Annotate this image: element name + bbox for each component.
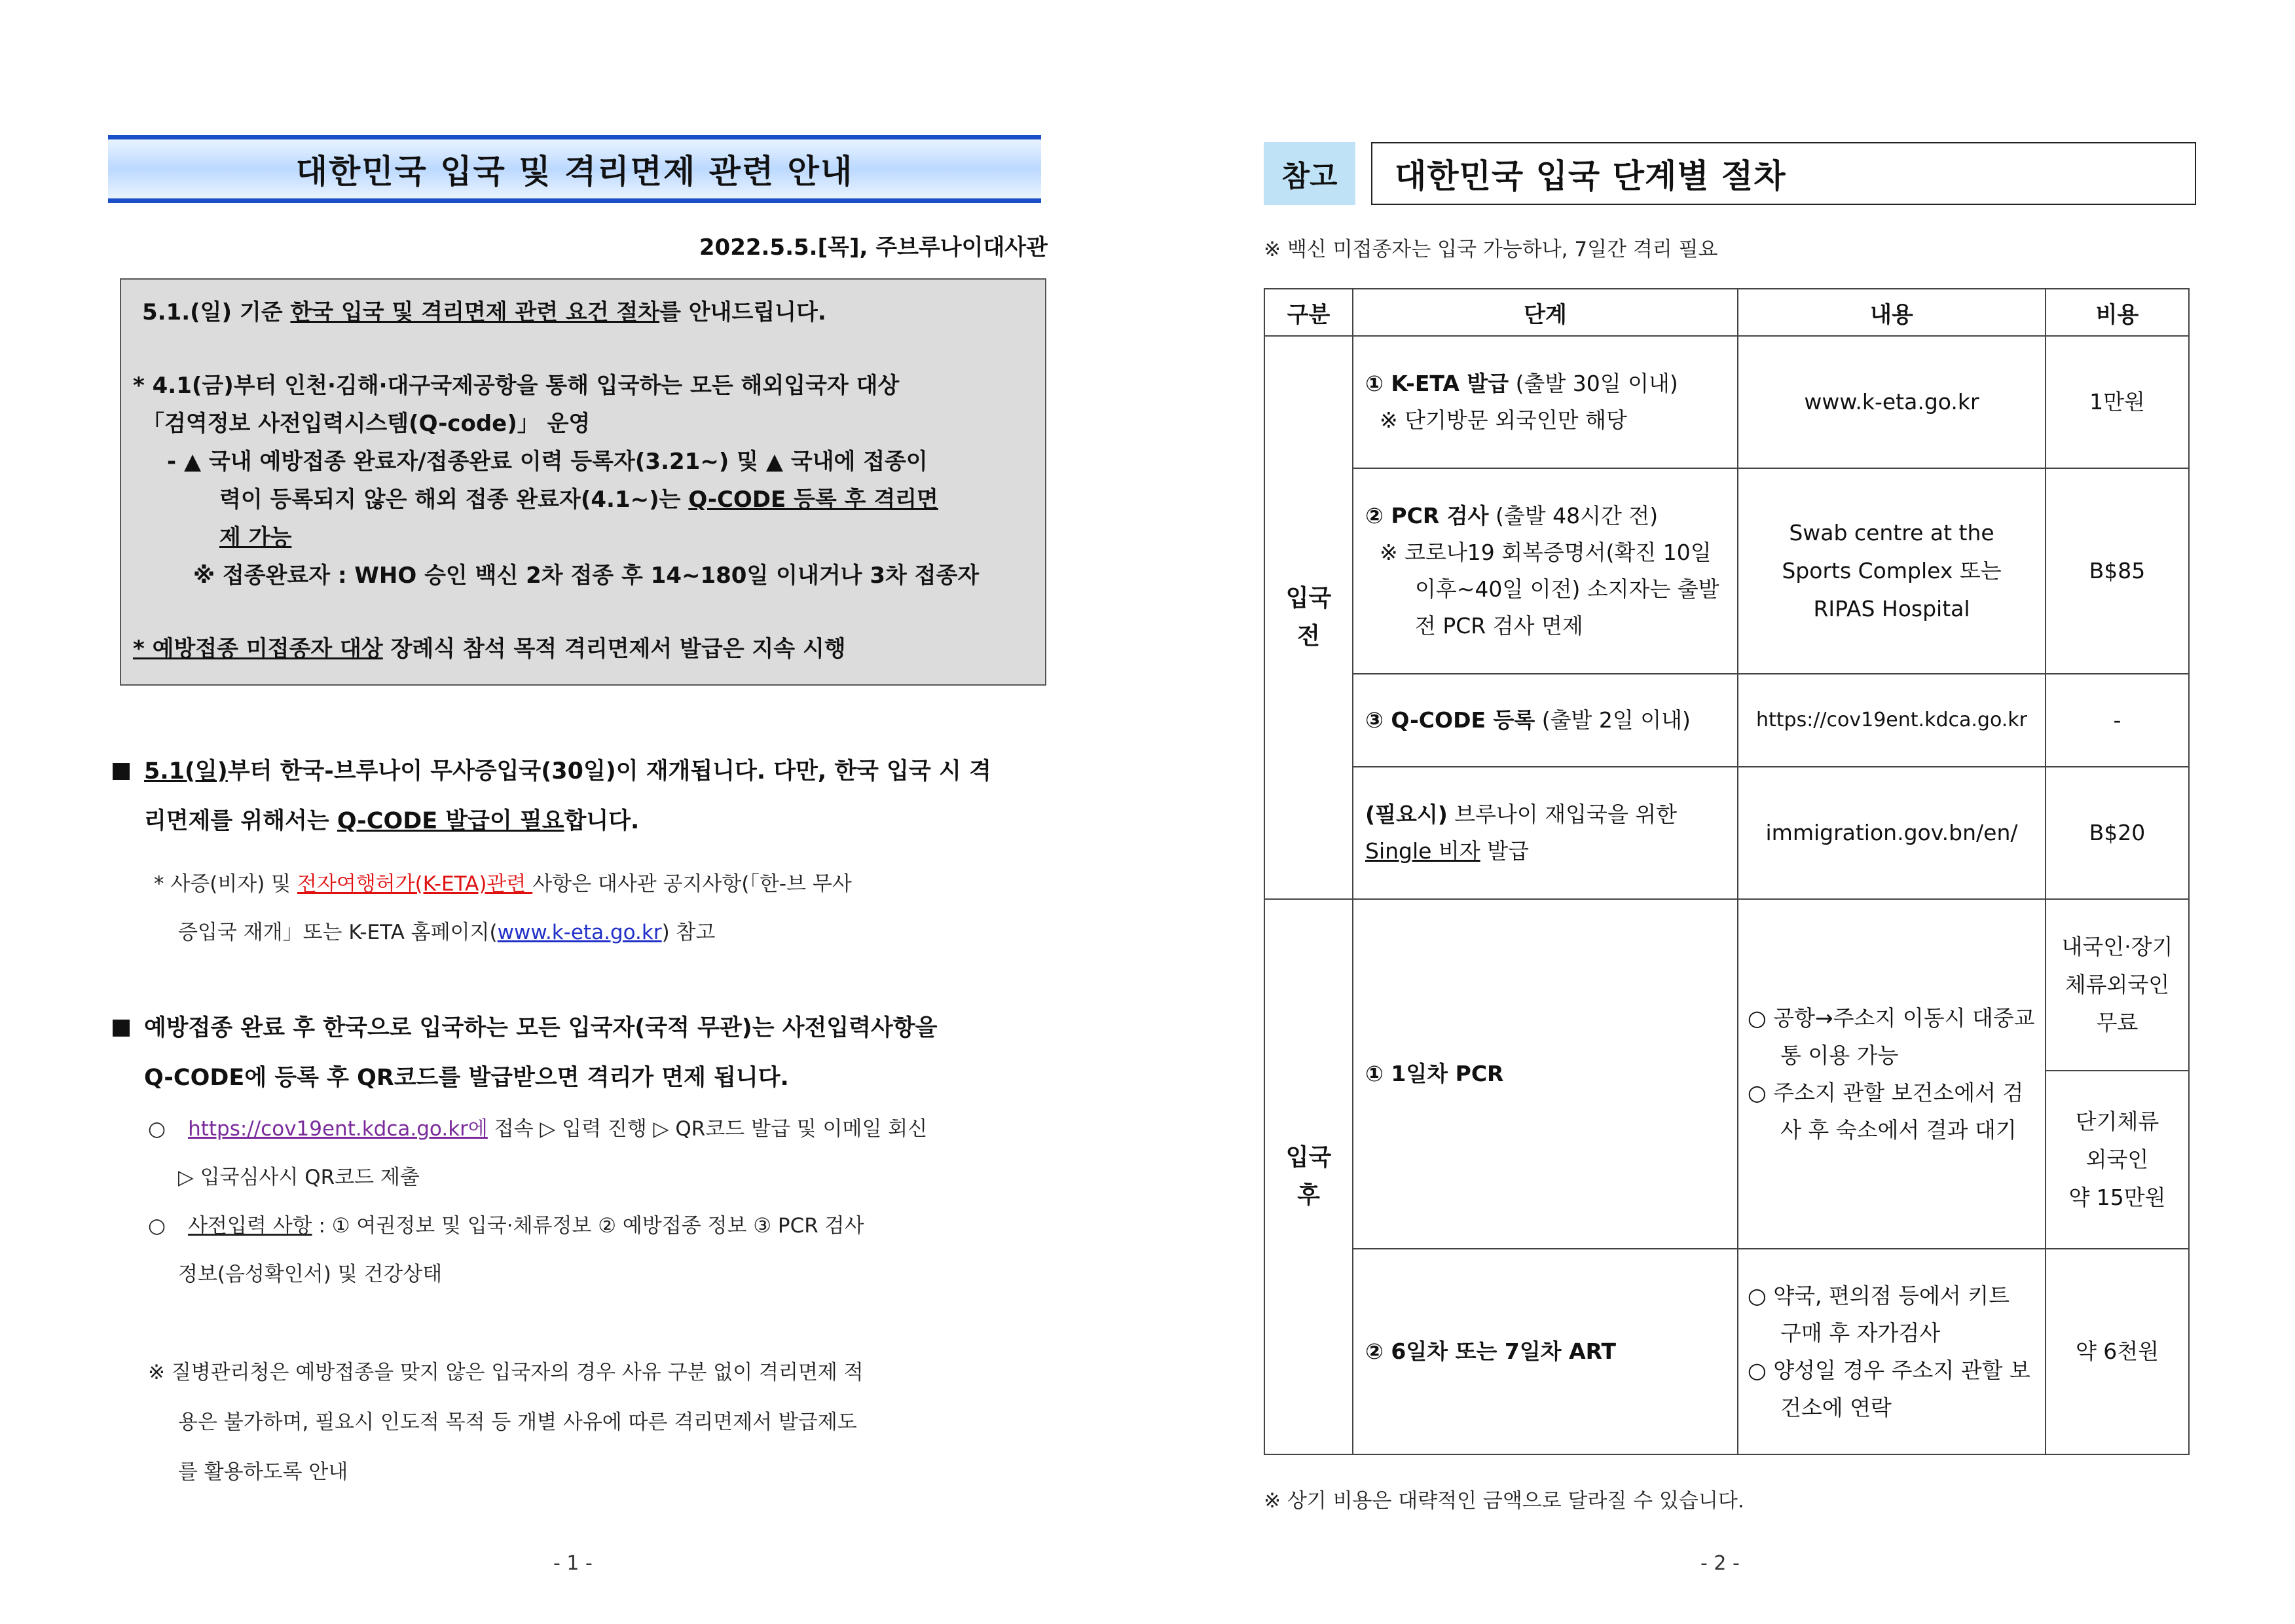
category-before-entry <box>1264 336 1353 899</box>
circle-bullet-icon: ○ <box>148 1117 166 1141</box>
cost-k-eta: 1만원 <box>2046 336 2189 468</box>
section-1-sub-2-pre: 증입국 재개」또는 K-ETA 홈페이지( <box>178 921 498 944</box>
content-day6-art-item-2: ○ 양성일 경우 주소지 관할 보건소에 연락 <box>1748 1357 2030 1420</box>
reference-title <box>1371 142 2196 205</box>
notice-box <box>120 278 1046 686</box>
section-1-date: 5.1(일) <box>144 758 228 784</box>
table-row <box>1264 468 2189 674</box>
circle-bullet-icon: ○ <box>148 1214 166 1238</box>
section-1-line-1-text: 부터 한국-브루나이 무사증입국(30일)이 재개됩니다. 다만, 한국 입국 시 격 <box>227 758 991 784</box>
step-single-visa-flag: (필요시) <box>1365 802 1448 827</box>
section-2-note-line-1: ※ 질병관리청은 예방접종을 맞지 않은 입국자의 경우 사유 구분 없이 격리면제 적 <box>148 1361 864 1384</box>
reference-tag: 참고 <box>1264 142 1355 205</box>
category-after-label-2: 후 <box>1297 1182 1320 1209</box>
content-single-visa: immigration.gov.bn/en/ <box>1738 767 2046 899</box>
step-day1-pcr: ① 1일차 PCR <box>1353 899 1738 1249</box>
step-day6-art: ② 6일차 또는 7일차 ART <box>1353 1249 1738 1454</box>
table-row <box>1264 336 2189 468</box>
cost-single-visa: B$20 <box>2046 767 2189 899</box>
section-2-line-1-text: 예방접종 완료 후 한국으로 입국하는 모든 입국자(국적 무관)는 사전입력사항을 <box>144 1015 938 1041</box>
step-q-code-title: ③ Q-CODE 등록 <box>1365 707 1535 733</box>
header-step: 단계 <box>1353 289 1738 336</box>
content-day1-pcr-item-1: ○ 공항→주소지 이동시 대중교통 이용 가능 <box>1748 1005 2035 1068</box>
step-single-visa-end: 발급 <box>1480 838 1529 864</box>
section-2-line-2: Q-CODE에 등록 후 QR코드를 발급받으면 격리가 면제 됩니다. <box>144 1065 789 1091</box>
section-1-line-2 <box>144 803 639 836</box>
step-k-eta-title: ① K-ETA 발급 <box>1365 371 1509 396</box>
page-2 <box>1147 0 2295 1624</box>
section-2-note-line-3: 를 활용하도록 안내 <box>178 1460 348 1484</box>
table-row <box>1264 767 2189 899</box>
content-pcr-line-3: RIPAS Hospital <box>1813 596 1970 621</box>
section-2-o2-line-1 <box>148 1209 864 1238</box>
section-1-sub-line-2 <box>178 915 715 945</box>
reference-title-text: 대한민국 입국 단계별 절차 <box>1395 157 1786 195</box>
section-2-o1-post: 접속 ▷ 입력 진행 ▷ QR코드 발급 및 이메일 회신 <box>487 1117 928 1141</box>
category-before-label-2: 전 <box>1297 623 1320 650</box>
k-eta-highlight: 전자여행허가(K-ETA)관련 <box>297 872 533 896</box>
header-content: 내용 <box>1738 289 2046 336</box>
step-k-eta <box>1353 336 1738 468</box>
cost-pcr: B$85 <box>2046 468 2189 674</box>
cost-day1-short-term-line-1: 단기체류 <box>2075 1109 2159 1134</box>
header-cost: 비용 <box>2046 289 2189 336</box>
notice-line-1-pre: 5.1.(일) 기준 <box>142 299 291 325</box>
step-pcr-note: ※ 코로나19 회복증명서(확진 10일 이후~40일 이전) 소지자는 출발 전 PCR 검사 면제 <box>1380 540 1719 638</box>
square-bullet-icon <box>113 1020 130 1037</box>
section-2-note-line-2: 용은 불가하며, 필요시 인도적 목적 등 개별 사유에 따른 격리면제서 발급제도 <box>178 1411 857 1434</box>
notice-line-5 <box>219 480 938 519</box>
k-eta-link[interactable]: www.k-eta.go.kr <box>497 921 662 944</box>
notice-line-6-underline: 제 가능 <box>219 525 292 551</box>
section-1-sub-2-post: ) 참고 <box>661 921 716 944</box>
page-title-banner <box>108 135 1041 203</box>
header-category: 구분 <box>1264 289 1353 336</box>
step-pcr-title: ② PCR 검사 <box>1365 503 1489 528</box>
notice-line-8 <box>133 629 846 669</box>
step-pcr-timing: (출발 48시간 전) <box>1488 503 1659 528</box>
table-row <box>1264 1249 2189 1454</box>
content-pcr-line-1: Swab centre at the <box>1789 520 1994 545</box>
cost-day1-short-term <box>2046 1071 2189 1249</box>
step-single-visa-text: 브루나이 재입국을 위한 <box>1447 802 1678 827</box>
content-day6-art-item-1: ○ 약국, 편의점 등에서 키트 구매 후 자가검사 <box>1748 1283 2010 1346</box>
content-pcr <box>1738 468 2046 674</box>
page-number-2: - 2 - <box>1700 1552 1740 1575</box>
section-1-line-2-underline: Q-CODE 발급이 필요 <box>337 808 564 834</box>
content-pcr-line-2: Sports Complex 또는 <box>1782 558 2002 583</box>
date-issuer-line: 2022.5.5.[목], 주브루나이대사관 <box>699 234 1048 261</box>
category-before-label-1: 입국 <box>1285 585 1332 612</box>
notice-line-2: * 4.1(금)부터 인천·김해·대구국제공항을 통해 입국하는 모든 해외입국자 대상 <box>133 373 900 399</box>
section-2-o2-underline: 사전입력 사항 <box>188 1214 312 1238</box>
content-day1-pcr-item-2: ○ 주소지 관할 보건소에서 검사 후 숙소에서 결과 대기 <box>1748 1080 2024 1143</box>
section-2-o1-line-1 <box>148 1112 927 1141</box>
notice-line-8-underline: * 예방접종 미접종자 대상 <box>133 636 383 662</box>
notice-line-3: 「검역정보 사전입력시스템(Q-code)」 운영 <box>142 411 591 437</box>
notice-line-4: - ▲ 국내 예방접종 완료자/접종완료 이력 등록자(3.21~) 및 ▲ 국내에 접종이 <box>167 449 928 475</box>
page-title: 대한민국 입국 및 격리면제 관련 안내 <box>295 153 854 191</box>
content-k-eta: www.k-eta.go.kr <box>1738 336 2046 468</box>
notice-line-8-post: 장례식 참석 목적 격리면제서 발급은 지속 시행 <box>382 636 846 662</box>
cost-q-code: - <box>2046 674 2189 767</box>
notice-line-5-underline: Q-CODE 등록 후 격리면 <box>688 487 938 513</box>
cost-day1-resident-line-3: 무료 <box>2096 1010 2139 1035</box>
section-1-sub-1-post: 사항은 대사관 공지사항(「한-브 무사 <box>532 872 852 896</box>
q-code-link[interactable]: https://cov19ent.kdca.go.kr에 <box>188 1117 488 1141</box>
cost-day1-short-term-line-2: 외국인 <box>2085 1147 2149 1172</box>
step-q-code-timing: (출발 2일 이내) <box>1535 707 1691 733</box>
section-1-sub-line-1 <box>154 867 852 896</box>
content-q-code: https://cov19ent.kdca.go.kr <box>1738 674 2046 767</box>
table-row <box>1264 899 2189 1071</box>
category-after-entry <box>1264 899 1353 1454</box>
section-2-o2-post: : ① 여권정보 및 입국·체류정보 ② 예방접종 정보 ③ PCR 검사 <box>312 1214 864 1238</box>
cost-day6-art: 약 6천원 <box>2046 1249 2189 1454</box>
step-pcr <box>1353 468 1738 674</box>
notice-line-5-pre: 력이 등록되지 않은 해외 접종 완료자(4.1~)는 <box>219 487 689 513</box>
section-1-line-2-pre: 리면제를 위해서는 <box>144 808 337 834</box>
cost-day1-short-term-line-3: 약 15만원 <box>2068 1185 2166 1210</box>
step-single-visa-underline: Single 비자 <box>1365 838 1480 864</box>
entry-procedure-table <box>1264 288 2190 1455</box>
page-number-1: - 1 - <box>553 1552 593 1575</box>
section-2-line-1 <box>113 1010 937 1043</box>
section-2-o1-line-2: ▷ 입국심사시 QR코드 제출 <box>178 1166 420 1189</box>
notice-line-1-post: 를 안내드립니다. <box>659 299 826 325</box>
cost-disclaimer-note: ※ 상기 비용은 대략적인 금액으로 달라질 수 있습니다. <box>1264 1489 1744 1513</box>
table-row <box>1264 674 2189 767</box>
page-1 <box>0 0 1147 1624</box>
square-bullet-icon <box>113 763 130 780</box>
step-k-eta-timing: (출발 30일 이내) <box>1509 371 1678 396</box>
content-day1-pcr <box>1738 899 2046 1249</box>
unvaccinated-note: ※ 백신 미접종자는 입국 가능하나, 7일간 격리 필요 <box>1264 238 1718 261</box>
table-header-row <box>1264 289 2189 336</box>
notice-line-7: ※ 접종완료자 : WHO 승인 백신 2차 접종 후 14~180일 이내거나 3차 접종자 <box>193 563 980 589</box>
cost-day1-resident-line-2: 체류외국인 <box>2065 972 2170 997</box>
section-1-line-1 <box>113 753 991 786</box>
section-1-line-2-post: 합니다. <box>564 808 640 834</box>
cost-day1-resident-line-1: 내국인·장기 <box>2061 934 2173 959</box>
step-single-visa <box>1353 767 1738 899</box>
category-after-label-1: 입국 <box>1285 1144 1332 1171</box>
notice-line-6 <box>219 518 291 557</box>
cost-day1-resident <box>2046 899 2189 1071</box>
notice-line-1 <box>142 293 826 332</box>
notice-line-1-underline: 한국 입국 및 격리면제 관련 요건 절차 <box>290 299 660 325</box>
step-q-code <box>1353 674 1738 767</box>
step-k-eta-note: ※ 단기방문 외국인만 해당 <box>1380 407 1627 433</box>
section-1-sub-1-pre: * 사증(비자) 및 <box>154 872 297 896</box>
section-2-o2-line-2: 정보(음성확인서) 및 건강상태 <box>178 1263 443 1286</box>
content-day6-art <box>1738 1249 2046 1454</box>
